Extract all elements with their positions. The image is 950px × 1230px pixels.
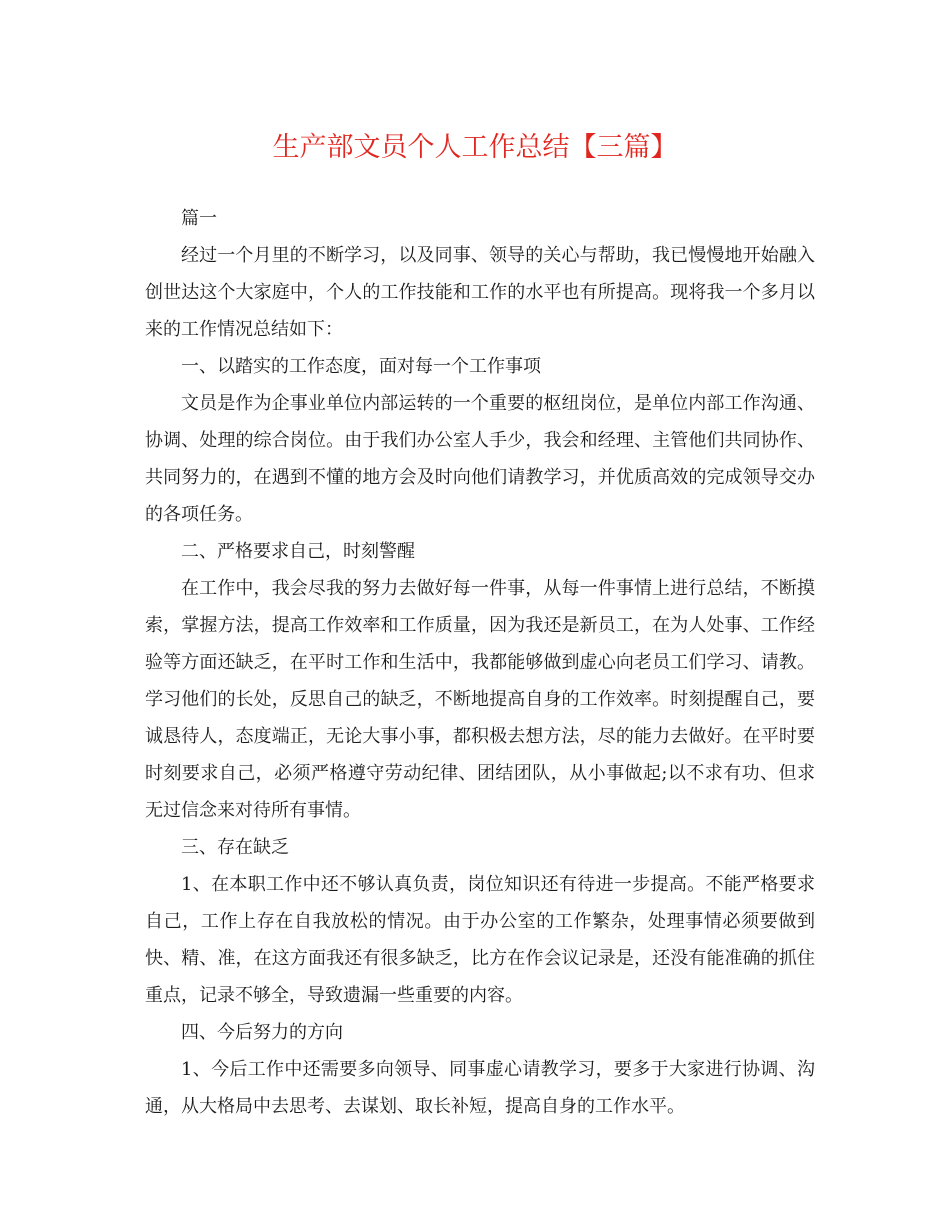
paragraph: 经过一个月里的不断学习，以及同事、领导的关心与帮助，我已慢慢地开始融入创世达这个大家庭中，个人的工作技能和工作的水平也有所提高。现将我一个多月以来的工作情况总结如下：	[145, 245, 815, 340]
paragraph: 在工作中，我会尽我的努力去做好每一件事，从每一件事情上进行总结，不断摸索，掌握方法，提高工作效率和工作质量，因为我还是新员工，在为人处事、工作经验等方面还缺乏，在平时工作和生活中，我都能够做到虚心向老员工们学习、请教。学习他们的长处，反思自己的缺乏，不断地提高自身的工作效率。时刻提醒自己，要诚恳待人，态度端正，无论大事小事，都积极去想方法，尽的能力去做好。在平时要时刻要求自己，必须严格遵守劳动纪律、团结团队，从小事做起;以不求有功、但求无过信念来对待所有事情。	[145, 578, 815, 821]
document-title: 生产部文员个人工作总结【三篇】	[272, 132, 678, 163]
section-label: 篇一	[181, 208, 217, 229]
document-body	[145, 200, 815, 1125]
section-heading: 三、存在缺乏	[181, 837, 289, 858]
section-heading: 一、以踏实的工作态度，面对每一个工作事项	[181, 356, 541, 377]
paragraph: 文员是作为企事业单位内部运转的一个重要的枢纽岗位，是单位内部工作沟通、协调、处理的综合岗位。由于我们办公室人手少，我会和经理、主管他们共同协作、共同努力的，在遇到不懂的地方会及时向他们请教学习，并优质高效的完成领导交办的各项任务。	[145, 393, 815, 525]
paragraph: 1、在本职工作中还不够认真负责，岗位知识还有待进一步提高。不能严格要求自己，工作上存在自我放松的情况。由于办公室的工作繁杂，处理事情必须要做到快、精、准，在这方面我还有很多缺乏，比方在作会议记录是，还没有能准确的抓住重点，记录不够全，导致遗漏一些重要的内容。	[145, 874, 815, 1006]
section-heading: 四、今后努力的方向	[181, 1022, 343, 1043]
section-heading: 二、严格要求自己，时刻警醒	[181, 541, 415, 562]
paragraph: 1、今后工作中还需要多向领导、同事虚心请教学习，要多于大家进行协调、沟通，从大格局中去思考、去谋划、取长补短，提高自身的工作水平。	[145, 1059, 815, 1117]
